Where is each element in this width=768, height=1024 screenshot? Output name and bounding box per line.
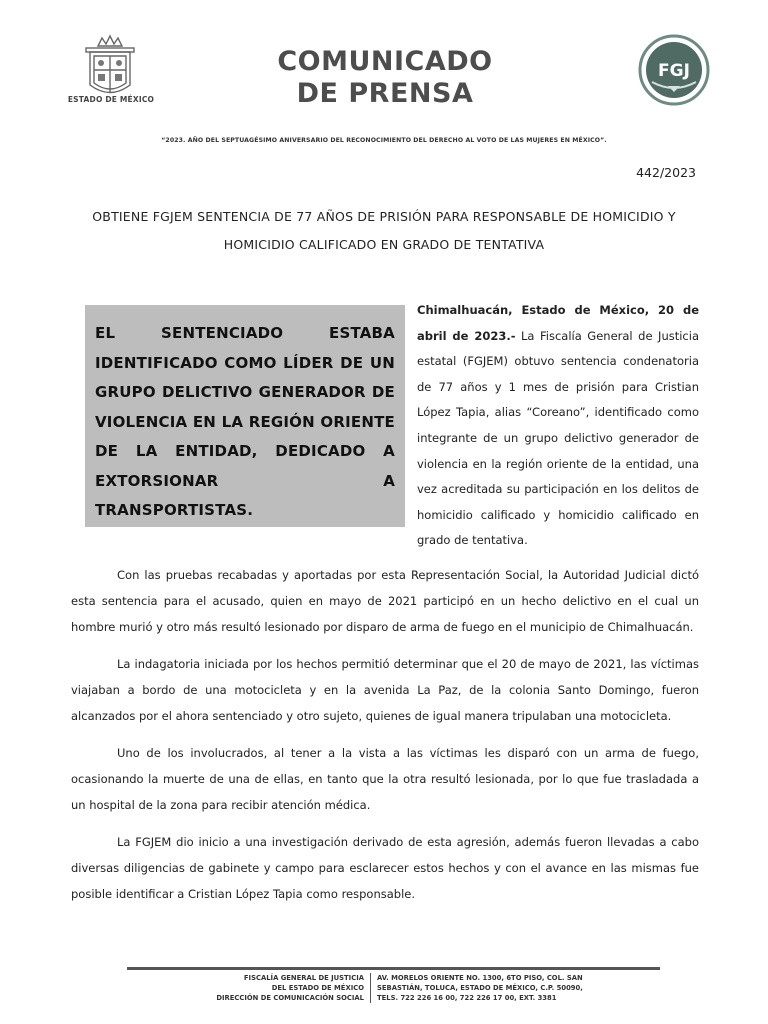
estado-de-mexico-label: ESTADO DE MÉXICO bbox=[67, 95, 155, 104]
highlight-box bbox=[85, 305, 405, 527]
body-paragraph-1: Con las pruebas recabadas y aportadas por esta Representación Social, la Autoridad Judicial dictó esta sentencia para el acusado, quien en mayo de 2021 participó en un hecho delictivo en el cual un hombre murió y otro más resultó lesionado por disparo de arma de fuego en el municipio de Chimalhuacán. bbox=[71, 568, 699, 634]
highlight-text: EL SENTENCIADO ESTABA IDENTIFICADO COMO LÍDER DE UN GRUPO DELICTIVO GENERADOR DE VIOLENCIA EN LA REGIÓN ORIENTE DE LA ENTIDAD, DEDICADO A EXTORSIONAR A TRANSPORTISTAS. bbox=[95, 324, 395, 519]
footer-left-line-2: DEL ESTADO DE MÉXICO bbox=[271, 984, 364, 992]
headline: OBTIENE FGJEM SENTENCIA DE 77 AÑOS DE PRISIÓN PARA RESPONSABLE DE HOMICIDIO Y HOMICIDIO CALIFICADO EN GRADO DE TENTATIVA bbox=[92, 209, 676, 252]
title-line-2: DE PRENSA bbox=[296, 78, 474, 109]
footer-right-line-3: TELS. 722 226 16 00, 722 226 17 00, EXT. 3381 bbox=[377, 994, 557, 1002]
footer-separator bbox=[370, 973, 371, 1003]
dateline: Chimalhuacán, Estado de México, 20 de abril de 2023.- bbox=[417, 303, 699, 343]
body-paragraph-2: La indagatoria iniciada por los hechos permitió determinar que el 20 de mayo de 2021, las víctimas viajaban a bordo de una motocicleta y en la avenida La Paz, de la colonia Santo Domingo, fueron alcanzados por el ahora sentenciado y otro sujeto, quienes de igual manera tripulaban una motocicleta. bbox=[71, 657, 699, 723]
body-paragraph-4: La FGJEM dio inicio a una investigación derivado de esta agresión, además fueron llevadas a cabo diversas diligencias de gabinete y campo para esclarecer estos hechos y con el avance en las mismas fue posible identificar a Cristian López Tapia como responsable. bbox=[71, 835, 699, 901]
body-paragraph-3: Uno de los involucrados, al tener a la vista a las víctimas les disparó con un arma de fuego, ocasionando la muerte de una de ellas, en tanto que la otra resultó lesionada, por lo que fue trasladada a un hospital de la zona para recibir atención médica. bbox=[71, 746, 699, 812]
lead-paragraph bbox=[417, 298, 699, 554]
fgj-logo-text: FGJ bbox=[658, 61, 690, 81]
footer-right-line-1: AV. MORELOS ORIENTE NO. 1300, 6TO PISO, COL. SAN bbox=[377, 974, 583, 982]
official-slogan: “2023. AÑO DEL SEPTUAGÉSIMO ANIVERSARIO DEL RECONOCIMIENTO DEL DERECHO AL VOTO DE LAS MUJERES EN MÉXICO”. bbox=[161, 137, 607, 144]
document-header bbox=[0, 0, 768, 120]
footer-left-line-3: DIRECCIÓN DE COMUNICACIÓN SOCIAL bbox=[216, 994, 364, 1002]
footer-address bbox=[377, 973, 637, 1003]
lead-text: La Fiscalía General de Justicia estatal (FGJEM) obtuvo sentencia condenatoria de 77 años y 1 mes de prisión para Cristian López Tapia, alias “Coreano”, identificado como integrante de un grupo delictivo generador de violencia en la región oriente de la entidad, una vez acreditada su participación en los delitos de homicidio calificado y homicidio calificado en grado de tentativa. bbox=[417, 328, 699, 548]
title-line-1: COMUNICADO bbox=[277, 46, 493, 77]
footer-divider bbox=[127, 967, 660, 970]
footer-institution bbox=[150, 973, 364, 1003]
release-number: 442/2023 bbox=[636, 165, 696, 180]
footer-left-line-1: FISCALÍA GENERAL DE JUSTICIA bbox=[243, 974, 364, 982]
fgj-seal-icon bbox=[638, 34, 710, 106]
page-title bbox=[240, 46, 530, 110]
footer-right-line-2: SEBASTIÁN, TOLUCA, ESTADO DE MÉXICO, C.P. 50090, bbox=[377, 984, 583, 992]
